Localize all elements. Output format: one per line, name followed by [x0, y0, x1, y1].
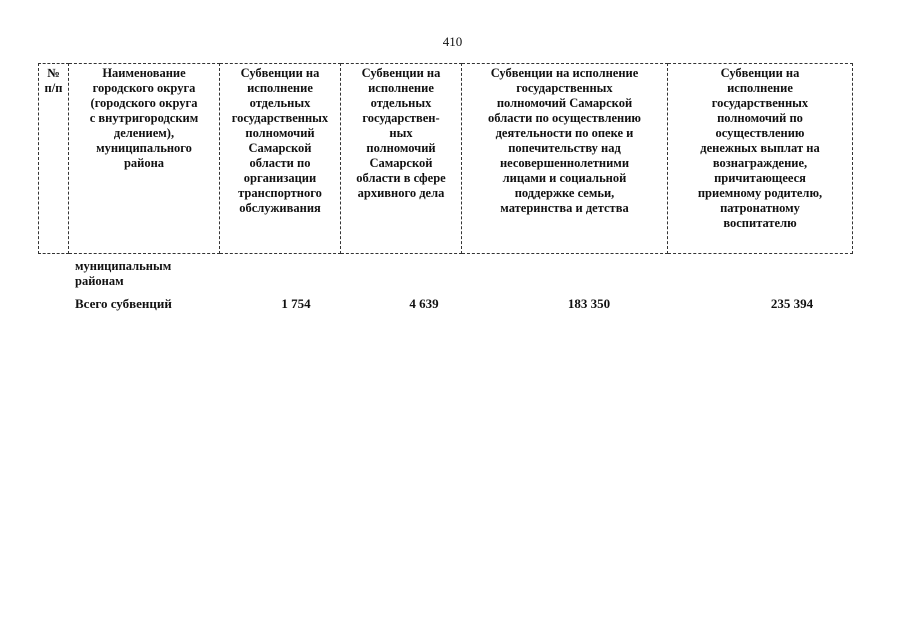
header-transport-subvention-text: Субвенции на исполнение отдельных государственных полномочий Самарской области по организации транспортного обслуживания: [231, 66, 329, 215]
header-custody-subvention: [462, 64, 668, 254]
total-label: Всего субвенций: [75, 296, 172, 311]
header-number: [39, 64, 69, 254]
header-foster-subvention-text: Субвенции на исполнение государственных полномочий по осуществлению денежных выплат на вознаграждение, причитающееся приемному родителю, патронатному воспитателю: [697, 66, 823, 230]
header-transport-subvention: [220, 64, 341, 254]
total-foster-value: 235 394: [770, 296, 814, 311]
total-transport-value: 1 754: [281, 296, 311, 311]
continued-row-label: [75, 259, 225, 289]
total-custody-value: 183 350: [567, 296, 611, 311]
header-foster-subvention: [668, 64, 853, 254]
header-municipality-name: [69, 64, 220, 254]
header-archive-subvention: [341, 64, 462, 254]
total-row: [0, 296, 905, 312]
page-number: 410: [442, 34, 463, 49]
header-custody-subvention-text: Субвенции на исполнение государственных полномочий Самарской области по осуществлению деятельности по опеке и попечительству над несовершеннолетними лицами и социальной поддержке семьи, материнства и детства: [488, 66, 641, 215]
total-archive-value: 4 639: [409, 296, 439, 311]
subventions-table-header: [38, 63, 853, 254]
continued-row-text: муниципальным районам: [75, 259, 172, 288]
header-municipality-name-text: Наименование городского округа (городского округа с внутригородским делением), муниципального района: [89, 66, 199, 170]
table-header-row: [39, 64, 853, 254]
header-archive-subvention-text: Субвенции на исполнение отдельных государствен- ных полномочий Самарской области в сфере архивного дела: [356, 66, 446, 200]
header-number-text: № п/п: [44, 66, 63, 95]
